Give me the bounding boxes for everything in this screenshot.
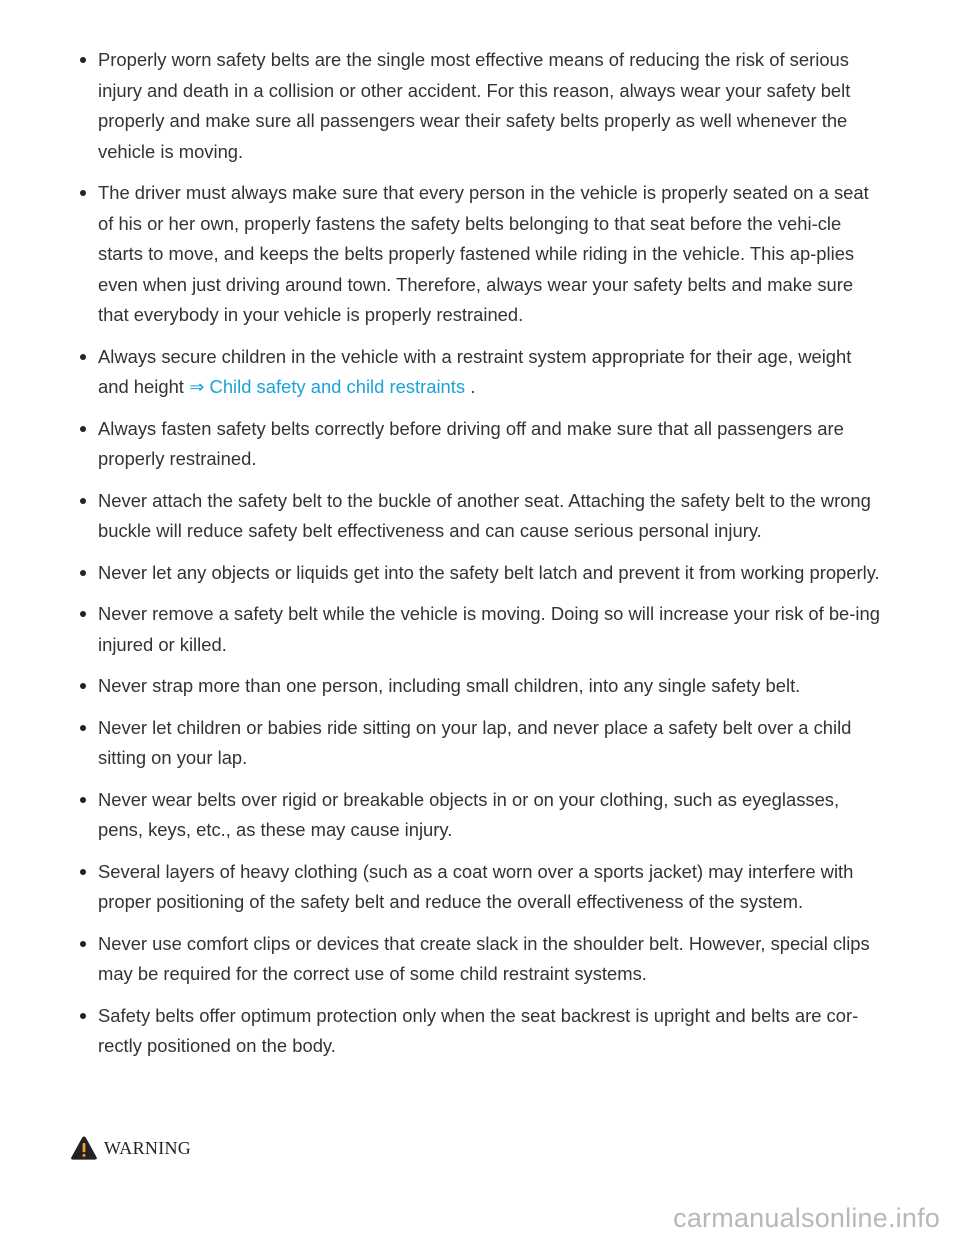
bullet-item [0,929,960,990]
bullet-item [0,599,960,660]
child-safety-link[interactable]: ⇒ Child safety and child restraints [189,376,466,397]
bullet-dot-icon [80,941,86,947]
bullet-dot-icon [80,426,86,432]
bullet-text: Never attach the safety belt to the buckle of another seat. Attaching the safety belt to the wrong buckle will reduce safety belt effectiveness and can cause serious personal injury. [98,489,871,541]
bullet-dot-icon [80,354,86,360]
bullet-text: Never use comfort clips or devices that create slack in the shoulder belt. However, special clips may be required for the correct use of some child restraint systems. [98,932,870,984]
bullet-item [0,713,960,774]
warning-heading [70,1133,191,1163]
bullet-text: Never remove a safety belt while the vehicle is moving. Doing so will increase your risk of be-ing injured or killed. [98,603,880,655]
bullet-item [0,414,960,475]
bullet-dot-icon [80,611,86,617]
bullet-text: Several layers of heavy clothing (such as a coat worn over a sports jacket) may interfere with proper positioning of the safety belt and reduce the overall effectiveness of the system. [98,860,854,912]
bullet-text: Never let any objects or liquids get into the safety belt latch and prevent it from working properly. [98,561,880,583]
bullet-text: The driver must always make sure that every person in the vehicle is properly seated on a seat of his or her own, properly fastens the safety belts belonging to that seat before the vehi-cle starts to move, and keeps the belts properly fastened while riding in the vehicle. This ap-plies even when just driving around town. Therefore, always wear your safety belts and make sure that everybody in your vehicle is properly restrained. [98,182,869,325]
bullet-text: Always secure children in the vehicle with a restraint system appropriate for their age, weight and height [98,345,852,397]
bullet-item [0,785,960,846]
bullet-item [0,178,960,331]
bullet-text: Never wear belts over rigid or breakable objects in or on your clothing, such as eyeglasses, pens, keys, etc., as these may cause injury. [98,788,840,840]
bullet-text: Never strap more than one person, including small children, into any single safety belt. [98,675,801,696]
watermark: carmanualsonline.info [673,1203,940,1233]
bullet-dot-icon [80,57,86,63]
bullet-text: Never let children or babies ride sitting on your lap, and never place a safety belt over a child sitting on your lap. [98,716,852,768]
bullet-dot-icon [80,725,86,731]
warning-label: WARNING [104,1137,192,1158]
bullet-dot-icon [80,683,86,689]
bullet-dot-icon [80,498,86,504]
bullet-item [0,45,960,167]
bullet-text: Always fasten safety belts correctly before driving off and make sure that all passengers are properly restrained. [98,417,844,469]
bullet-text: Safety belts offer optimum protection only when the seat backrest is upright and belts are cor-rectly positioned on the body. [98,1004,859,1056]
bullet-text-end: . [465,376,476,397]
safety-belt-bullet-list [0,45,960,1073]
bullet-dot-icon [80,869,86,875]
bullet-item [0,342,960,403]
bullet-item [0,671,960,702]
bullet-item [0,558,960,589]
bullet-text: Properly worn safety belts are the single most effective means of reducing the risk of serious injury and death in a collision or other accident. For this reason, always wear your safety belt properly and make sure all passengers wear their safety belts properly as well whenever the vehicle is moving. [98,49,851,162]
warning-triangle-icon [70,1135,98,1161]
bullet-dot-icon [80,1013,86,1019]
bullet-item [0,857,960,918]
bullet-dot-icon [80,190,86,196]
bullet-item [0,486,960,547]
bullet-dot-icon [80,570,86,576]
bullet-dot-icon [80,797,86,803]
bullet-item [0,1001,960,1062]
